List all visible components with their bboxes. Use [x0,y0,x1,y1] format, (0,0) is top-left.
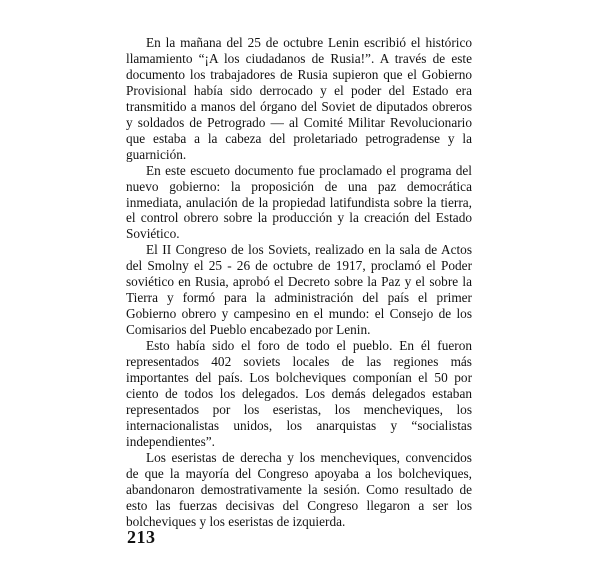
body-text [126,35,472,530]
paragraph-5: Los eseristas de derecha y los mencheviques, convencidos de que la mayoría del Congreso apoyaba a los bolcheviques, abandonaron demostrativamente la sesión. Como resultado de esto las fuerzas decisivas del Congreso llegaron a ser los bolcheviques y los eseristas de izquierda. [126,449,472,529]
paragraph-3: El II Congreso de los Soviets, realizado en la sala de Actos del Smolny el 25 - 26 de octubre de 1917, proclamó el Poder soviético en Rusia, aprobó el Decreto sobre la Paz y el sobre la Tierra y formó para la administración del país el primer Gobierno obrero y campesino en el mundo: el Consejo de los Comisarios del Pueblo encabezado por Lenin. [126,242,472,338]
paragraph-1: En la mañana del 25 de octubre Lenin escribió el histórico llamamiento “¡A los ciudadanos de Rusia!”. A través de este documento los trabajadores de Rusia supieron que el Gobierno Provisional había sido derrocado y el poder del Estado era transmitido a manos del órgano del Soviet de diputados obreros y soldados de Petrogrado — al Comité Militar Revolucionario que estaba a la cabeza del proletariado petrogradense y la guarnición. [126,35,472,162]
paragraph-2: En este escueto documento fue proclamado el programa del nuevo gobierno: la proposición de una paz democrática inmediata, anulación de la propiedad latifundista sobre la tierra, el control obrero sobre la producción y la creación del Estado Soviético. [126,162,472,242]
paragraph-4: Esto había sido el foro de todo el pueblo. En él fueron representados 402 soviets locales de las regiones más importantes del país. Los bolcheviques componían el 50 por ciento de todos los delegados. Los demás delegados estaban representados por los eseristas, los mencheviques, los internacionalistas unidos, los anarquistas y “socialistas independientes”. [126,338,472,449]
page-number: 213 [127,527,156,547]
